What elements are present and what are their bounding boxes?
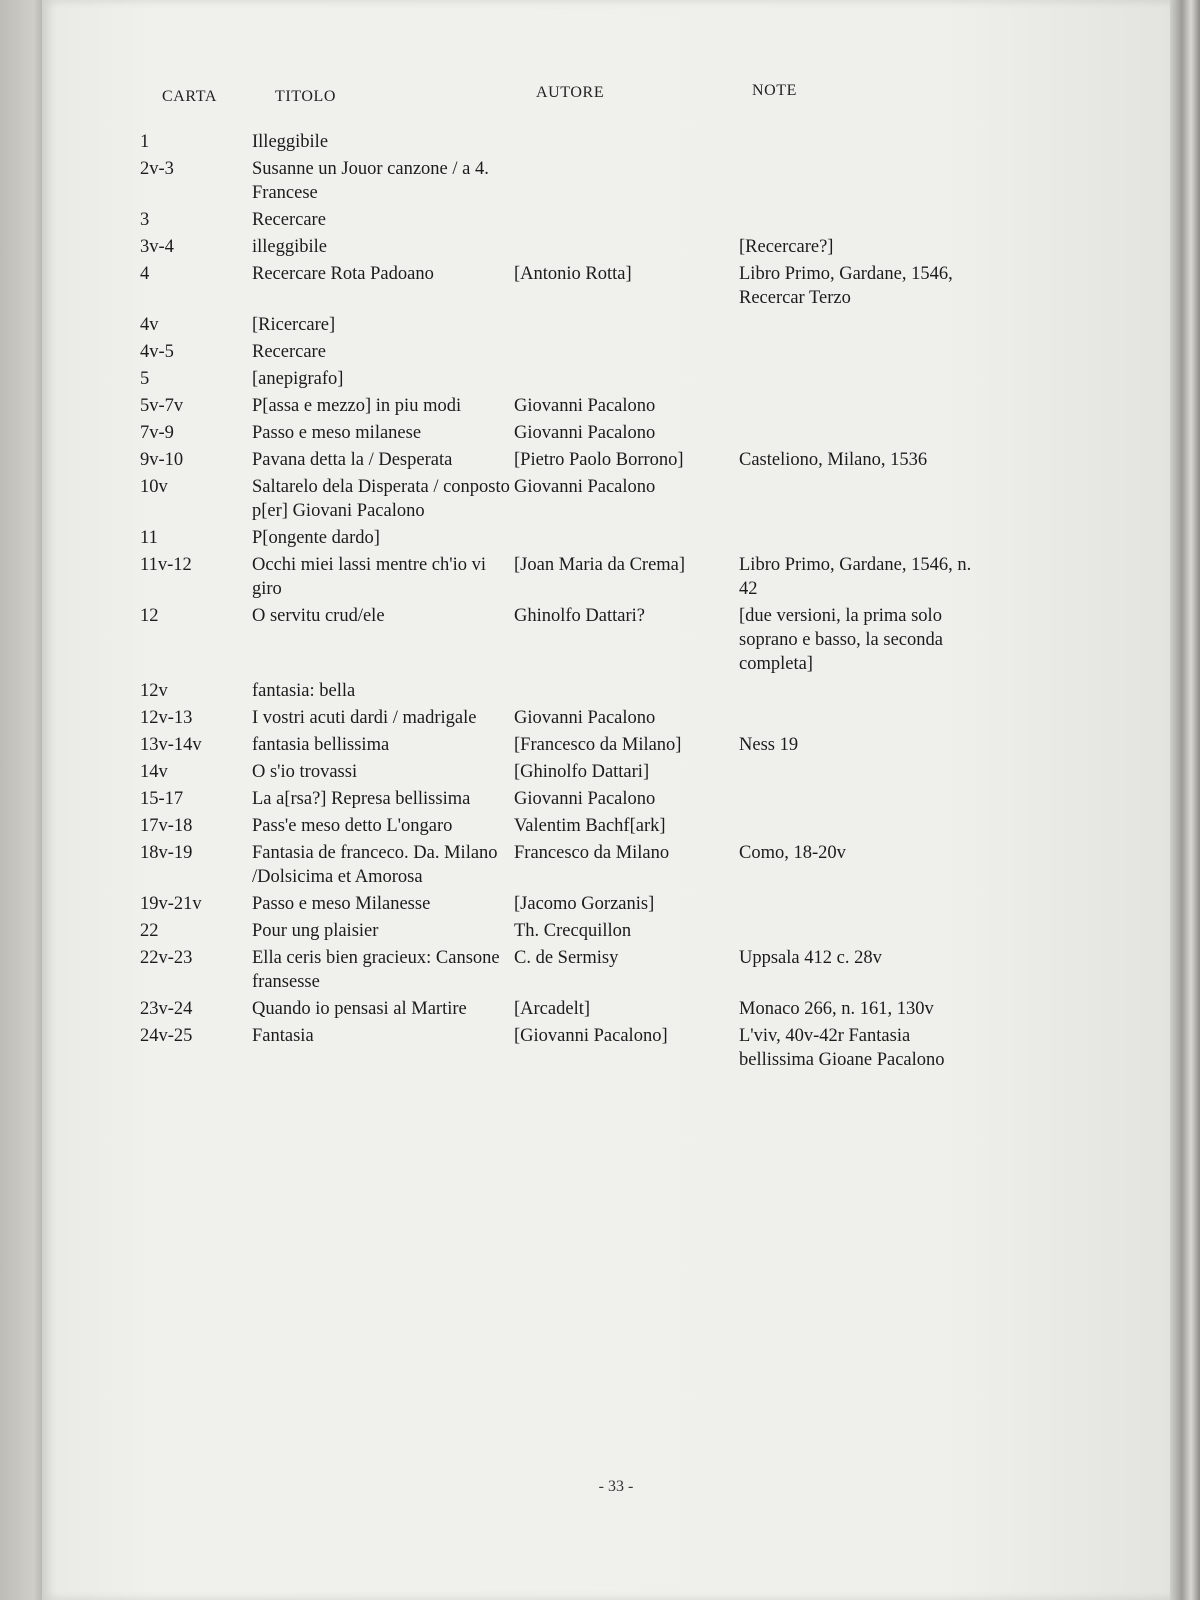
cell-carta: 3 xyxy=(140,210,150,230)
table-row xyxy=(42,997,1170,1021)
cell-carta: 5 xyxy=(140,369,150,389)
catalog-table xyxy=(42,130,1170,1075)
cell-autore: [Joan Maria da Crema] xyxy=(514,555,686,575)
cell-note: [due versioni, la prima solo soprano e basso, la seconda completa] xyxy=(739,606,943,674)
cell-note: L'viv, 40v-42r Fantasia bellissima Gioane Pacalono xyxy=(739,1026,945,1070)
table-row xyxy=(42,208,1170,232)
cell-autore: Francesco da Milano xyxy=(514,843,670,863)
header-titolo: TITOLO xyxy=(275,88,337,105)
cell-carta: 4v xyxy=(140,315,159,335)
cell-carta: 23v-24 xyxy=(140,999,193,1019)
cell-autore: Giovanni Pacalono xyxy=(514,423,656,443)
cell-carta: 1 xyxy=(140,132,150,152)
header-note: NOTE xyxy=(752,82,798,99)
cell-autore: Ghinolfo Dattari? xyxy=(514,606,645,626)
cell-titolo: illeggibile xyxy=(252,237,328,257)
table-row xyxy=(42,604,1170,676)
cell-autore: [Ghinolfo Dattari] xyxy=(514,762,650,782)
cell-carta: 22v-23 xyxy=(140,948,193,968)
cell-titolo: Pass'e meso detto L'ongaro xyxy=(252,816,453,836)
cell-titolo: Recercare xyxy=(252,342,326,362)
cell-autore: C. de Sermisy xyxy=(514,948,619,968)
cell-carta: 5v-7v xyxy=(140,396,184,416)
cell-autore: Giovanni Pacalono xyxy=(514,708,656,728)
cell-titolo: Susanne un Jouor canzone / a 4. Francese xyxy=(252,159,489,203)
cell-carta: 12v xyxy=(140,681,168,701)
cell-note: Libro Primo, Gardane, 1546, Recercar Terzo xyxy=(739,264,953,308)
table-row xyxy=(42,130,1170,154)
cell-carta: 22 xyxy=(140,921,159,941)
cell-titolo: Fantasia xyxy=(252,1026,314,1046)
table-row xyxy=(42,157,1170,205)
cell-autore: [Francesco da Milano] xyxy=(514,735,682,755)
cell-note: Uppsala 412 c. 28v xyxy=(739,948,882,968)
cell-carta: 15-17 xyxy=(140,789,184,809)
table-row xyxy=(42,946,1170,994)
table-row xyxy=(42,448,1170,472)
cell-titolo: Ella ceris bien gracieux: Cansone fransesse xyxy=(252,948,500,992)
cell-titolo: fantasia: bella xyxy=(252,681,356,701)
cell-carta: 19v-21v xyxy=(140,894,202,914)
table-row xyxy=(42,262,1170,310)
cell-titolo: Fantasia de franceco. Da. Milano /Dolsicima et Amorosa xyxy=(252,843,498,887)
cell-carta: 24v-25 xyxy=(140,1026,193,1046)
cell-carta: 17v-18 xyxy=(140,816,193,836)
document-page xyxy=(42,0,1170,1600)
table-row xyxy=(42,760,1170,784)
cell-carta: 14v xyxy=(140,762,168,782)
cell-autore: Giovanni Pacalono xyxy=(514,396,656,416)
table-row xyxy=(42,733,1170,757)
cell-carta: 12v-13 xyxy=(140,708,193,728)
table-row xyxy=(42,892,1170,916)
cell-titolo: O s'io trovassi xyxy=(252,762,358,782)
cell-titolo: Saltarelo dela Disperata / conposto p[er] Giovani Pacalono xyxy=(252,477,510,521)
cell-titolo: fantasia bellissima xyxy=(252,735,390,755)
cell-carta: 10v xyxy=(140,477,168,497)
table-header xyxy=(42,80,1170,110)
cell-titolo: I vostri acuti dardi / madrigale xyxy=(252,708,477,728)
table-row xyxy=(42,340,1170,364)
cell-titolo: La a[rsa?] Represa bellissima xyxy=(252,789,471,809)
cell-autore: [Antonio Rotta] xyxy=(514,264,632,284)
cell-titolo: P[ongente dardo] xyxy=(252,528,380,548)
cell-note: [Recercare?] xyxy=(739,237,834,257)
cell-autore: Valentim Bachf[ark] xyxy=(514,816,666,836)
table-row xyxy=(42,235,1170,259)
cell-titolo: [Ricercare] xyxy=(252,315,336,335)
table-row xyxy=(42,553,1170,601)
table-row xyxy=(42,706,1170,730)
cell-titolo: Pour ung plaisier xyxy=(252,921,379,941)
table-row xyxy=(42,1024,1170,1072)
cell-titolo: Passo e meso Milanesse xyxy=(252,894,431,914)
cell-carta: 11v-12 xyxy=(140,555,192,575)
cell-note: Libro Primo, Gardane, 1546, n. 42 xyxy=(739,555,972,599)
cell-carta: 7v-9 xyxy=(140,423,174,443)
table-row xyxy=(42,475,1170,523)
cell-carta: 2v-3 xyxy=(140,159,174,179)
cell-autore: Giovanni Pacalono xyxy=(514,477,656,497)
table-row xyxy=(42,313,1170,337)
cell-note: Monaco 266, n. 161, 130v xyxy=(739,999,934,1019)
cell-titolo: Occhi miei lassi mentre ch'io vi giro xyxy=(252,555,487,599)
cell-titolo: Passo e meso milanese xyxy=(252,423,422,443)
cell-carta: 3v-4 xyxy=(140,237,174,257)
cell-autore: [Pietro Paolo Borrono] xyxy=(514,450,684,470)
cell-note: Casteliono, Milano, 1536 xyxy=(739,450,928,470)
cell-autore: [Jacomo Gorzanis] xyxy=(514,894,655,914)
cell-carta: 18v-19 xyxy=(140,843,193,863)
page-number: - 33 - xyxy=(598,1478,634,1495)
table-row xyxy=(42,679,1170,703)
cell-titolo: Recercare xyxy=(252,210,326,230)
table-row xyxy=(42,814,1170,838)
table-row xyxy=(42,526,1170,550)
cell-titolo: Quando io pensasi al Martire xyxy=(252,999,467,1019)
cell-autore: Th. Crecquillon xyxy=(514,921,632,941)
cell-autore: [Giovanni Pacalono] xyxy=(514,1026,668,1046)
header-autore: AUTORE xyxy=(536,84,605,101)
table-row xyxy=(42,919,1170,943)
cell-titolo: [anepigrafo] xyxy=(252,369,344,389)
cell-carta: 4v-5 xyxy=(140,342,174,362)
cell-titolo: Illeggibile xyxy=(252,132,329,152)
table-row xyxy=(42,787,1170,811)
table-row xyxy=(42,421,1170,445)
cell-carta: 11 xyxy=(140,528,158,548)
table-row xyxy=(42,367,1170,391)
cell-note: Ness 19 xyxy=(739,735,799,755)
header-carta: CARTA xyxy=(162,88,217,105)
cell-titolo: O servitu crud/ele xyxy=(252,606,385,626)
cell-carta: 4 xyxy=(140,264,150,284)
cell-carta: 13v-14v xyxy=(140,735,202,755)
cell-titolo: Recercare Rota Padoano xyxy=(252,264,434,284)
cell-note: Como, 18-20v xyxy=(739,843,846,863)
book-edge-right xyxy=(1170,0,1200,1600)
table-row xyxy=(42,841,1170,889)
cell-carta: 9v-10 xyxy=(140,450,184,470)
cell-autore: [Arcadelt] xyxy=(514,999,591,1019)
table-row xyxy=(42,394,1170,418)
cell-titolo: Pavana detta la / Desperata xyxy=(252,450,453,470)
book-gutter-left xyxy=(0,0,48,1600)
cell-titolo: P[assa e mezzo] in piu modi xyxy=(252,396,462,416)
cell-carta: 12 xyxy=(140,606,159,626)
cell-autore: Giovanni Pacalono xyxy=(514,789,656,809)
